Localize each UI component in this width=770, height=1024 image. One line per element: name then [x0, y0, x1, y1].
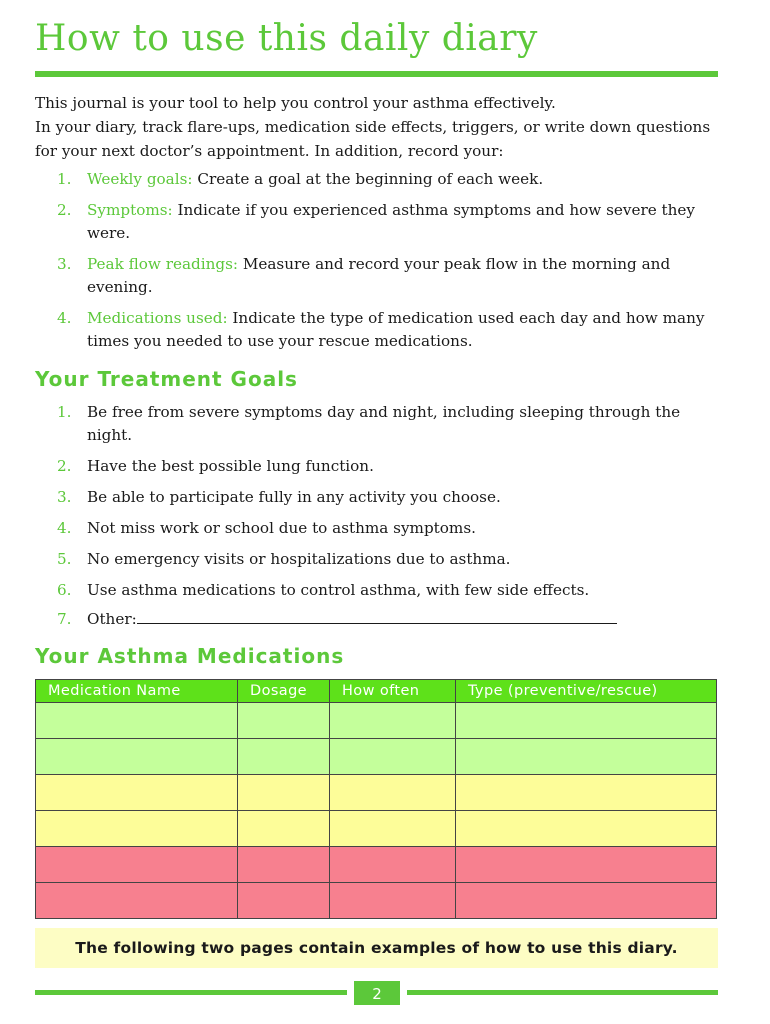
table-cell[interactable]: [456, 883, 717, 919]
col-type: Type (preventive/rescue): [456, 680, 717, 703]
item-label: Peak flow readings:: [87, 255, 239, 273]
goals-list: [35, 401, 718, 639]
goal-item: [35, 401, 718, 447]
item-number: 7.: [57, 610, 72, 628]
item-text: Create a goal at the beginning of each week.: [197, 170, 544, 188]
goal-text: No emergency visits or hospitalizations due to asthma.: [87, 550, 511, 568]
col-how-often: How often: [330, 680, 456, 703]
table-cell[interactable]: [330, 847, 456, 883]
table-cell[interactable]: [456, 811, 717, 847]
goal-item: [35, 455, 718, 478]
footer-divider-right: [407, 990, 718, 995]
table-cell[interactable]: [330, 775, 456, 811]
table-cell[interactable]: [36, 739, 238, 775]
table-cell[interactable]: [330, 739, 456, 775]
goal-text: Be free from severe symptoms day and night, including sleeping through the night.: [87, 403, 681, 444]
item-number: 6.: [57, 581, 72, 599]
table-row: [36, 775, 717, 811]
table-cell[interactable]: [238, 811, 330, 847]
table-cell[interactable]: [330, 883, 456, 919]
item-label: Weekly goals:: [87, 170, 193, 188]
table-cell[interactable]: [330, 703, 456, 739]
record-item: [35, 307, 718, 353]
table-cell[interactable]: [238, 703, 330, 739]
record-item: [35, 199, 718, 245]
item-number: 1.: [57, 170, 72, 188]
medications-heading: Your Asthma Medications: [35, 644, 345, 668]
item-number: 5.: [57, 550, 72, 568]
page-title: How to use this daily diary: [35, 18, 538, 59]
table-cell[interactable]: [330, 811, 456, 847]
medications-table: [35, 679, 717, 919]
table-cell[interactable]: [456, 739, 717, 775]
table-cell[interactable]: [456, 775, 717, 811]
item-label: Medications used:: [87, 309, 228, 327]
goal-item: [35, 608, 718, 631]
item-number: 2.: [57, 457, 72, 475]
table-cell[interactable]: [36, 703, 238, 739]
goal-text: Use asthma medications to control asthma, with few side effects.: [87, 581, 590, 599]
intro-line-2: In your diary, track flare-ups, medication side effects, triggers, or write down questions for your next doctor’s appointment. In addition, record your:: [35, 118, 711, 160]
page-number: 2: [354, 981, 400, 1005]
table-cell[interactable]: [238, 883, 330, 919]
table-cell[interactable]: [36, 775, 238, 811]
goal-item: [35, 517, 718, 540]
table-cell[interactable]: [238, 739, 330, 775]
table-row: [36, 703, 717, 739]
goal-text: Have the best possible lung function.: [87, 457, 374, 475]
table-cell[interactable]: [36, 847, 238, 883]
intro-text: [35, 91, 718, 163]
col-medication-name: Medication Name: [36, 680, 238, 703]
record-item: [35, 253, 718, 299]
goal-item: [35, 486, 718, 509]
item-text: Measure and record your peak flow in the morning and evening.: [87, 255, 671, 296]
item-number: 3.: [57, 488, 72, 506]
goal-text: Other:: [87, 610, 137, 628]
table-cell[interactable]: [36, 811, 238, 847]
table-row: [36, 739, 717, 775]
table-cell[interactable]: [238, 847, 330, 883]
table-header-row: [36, 680, 717, 703]
item-text: Indicate the type of medication used each day and how many times you needed to use your rescue medications.: [87, 309, 705, 350]
table-row: [36, 811, 717, 847]
goal-item: [35, 579, 718, 602]
table-cell[interactable]: [36, 883, 238, 919]
item-number: 1.: [57, 403, 72, 421]
table-row: [36, 847, 717, 883]
record-item: [35, 168, 718, 191]
goal-item: [35, 548, 718, 571]
goal-text: Be able to participate fully in any activity you choose.: [87, 488, 501, 506]
goal-text: Not miss work or school due to asthma symptoms.: [87, 519, 476, 537]
table-cell[interactable]: [456, 703, 717, 739]
title-divider: [35, 71, 718, 77]
item-text: Indicate if you experienced asthma symptoms and how severe they were.: [87, 201, 695, 242]
treatment-goals-heading: Your Treatment Goals: [35, 367, 298, 391]
table-row: [36, 883, 717, 919]
other-blank-line[interactable]: [137, 609, 617, 624]
footer-divider-left: [35, 990, 347, 995]
item-number: 3.: [57, 255, 72, 273]
item-number: 4.: [57, 519, 72, 537]
item-label: Symptoms:: [87, 201, 173, 219]
table-cell[interactable]: [238, 775, 330, 811]
item-number: 2.: [57, 201, 72, 219]
record-list: [35, 168, 718, 361]
examples-note: The following two pages contain examples of how to use this diary.: [35, 928, 718, 968]
intro-line-1: This journal is your tool to help you control your asthma effectively.: [35, 94, 556, 112]
col-dosage: Dosage: [238, 680, 330, 703]
table-cell[interactable]: [456, 847, 717, 883]
item-number: 4.: [57, 309, 72, 327]
